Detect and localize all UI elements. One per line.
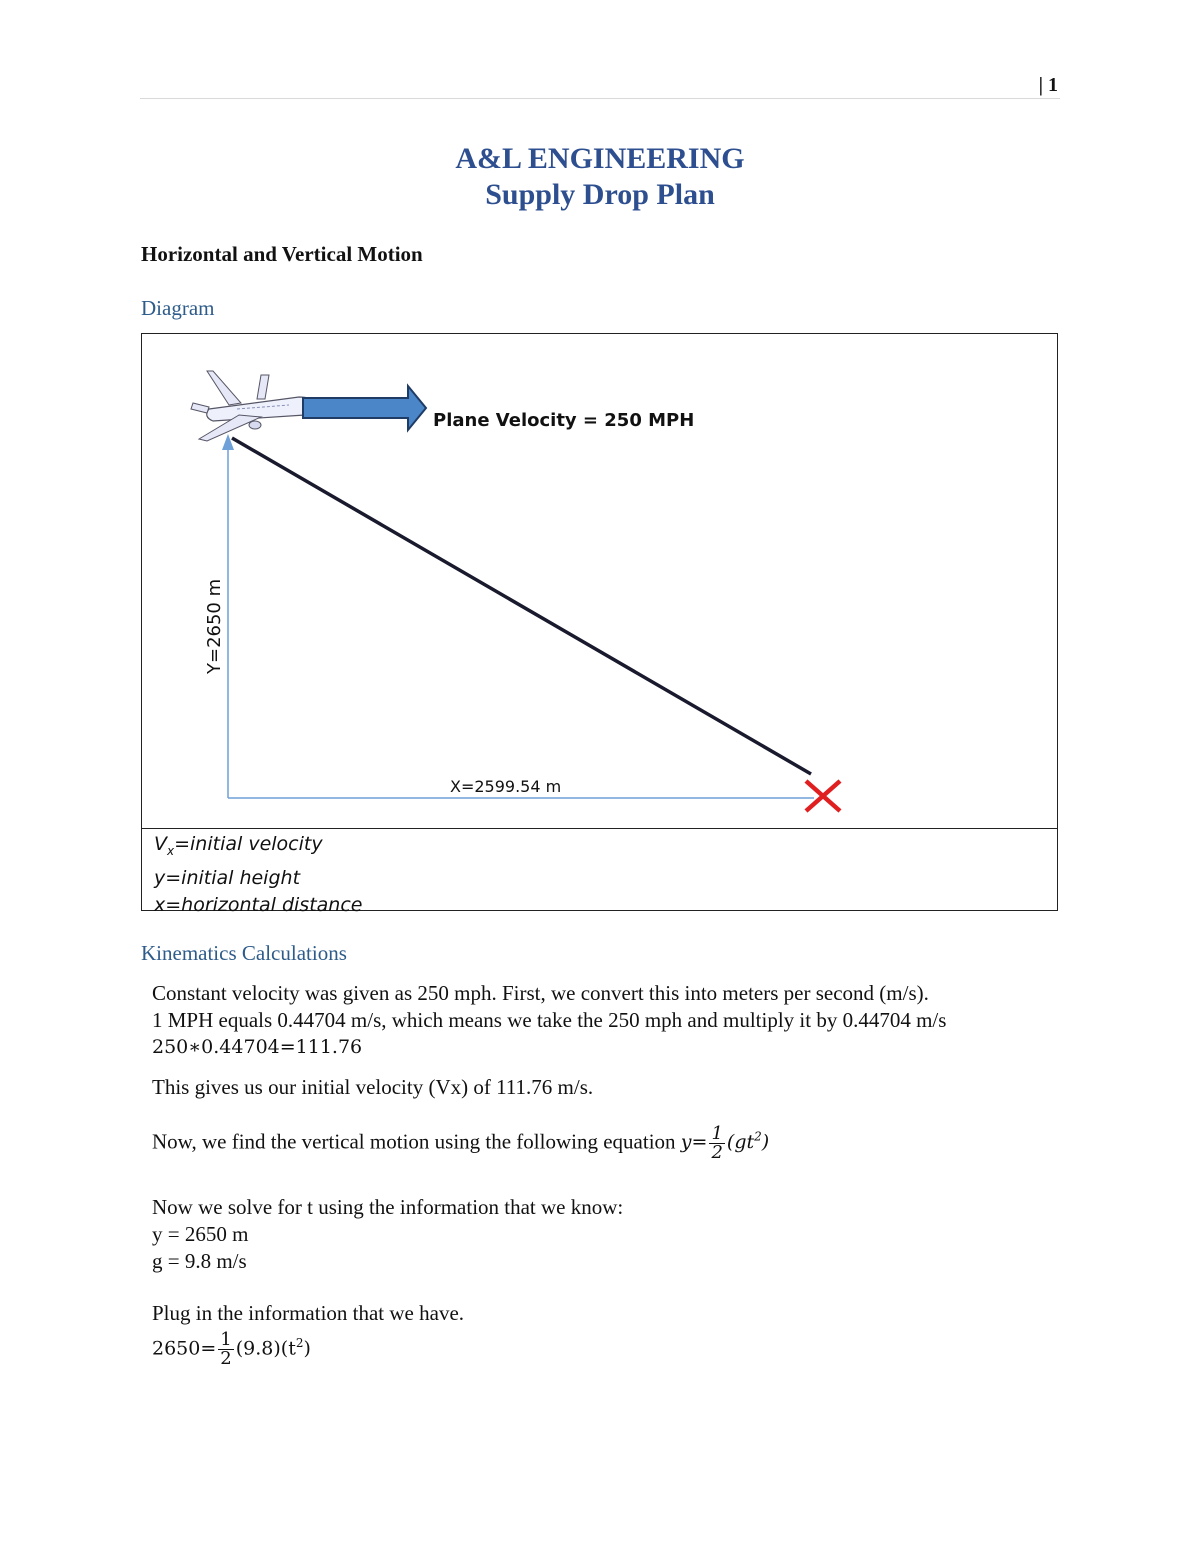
x-distance-label: X=2599.54 m — [450, 777, 562, 796]
velocity-label: Plane Velocity = 250 MPH — [433, 410, 695, 431]
target-x-icon — [806, 781, 840, 811]
eq2-rhs: (9.8)(t — [235, 1337, 296, 1360]
legend-vx-text: =initial velocity — [174, 833, 323, 855]
variable-legend — [142, 828, 1057, 916]
legend-vx-symbol: V — [154, 833, 167, 855]
eq1-exponent: 2 — [754, 1130, 762, 1144]
calc-line-2: 1 MPH equals 0.44704 m/s, which means we take the 250 mph and multiply it by 0.44704 m/s — [152, 1008, 947, 1032]
eq1-lhs: y= — [680, 1131, 708, 1154]
eq2-exponent: 2 — [295, 1336, 304, 1350]
eq1-numerator: 1 — [711, 1122, 723, 1144]
eq2-close: ) — [303, 1337, 311, 1360]
eq1-denominator: 2 — [711, 1141, 723, 1163]
legend-y: y=initial height — [154, 866, 301, 889]
equation-2 — [152, 1330, 311, 1368]
legend-vx — [154, 831, 1057, 865]
legend-vx-subscript: x — [167, 843, 175, 858]
calc-line-5 — [152, 1124, 769, 1162]
equation-1 — [680, 1122, 770, 1163]
document-title: A&L ENGINEERING — [455, 142, 745, 175]
document-subtitle: Supply Drop Plan — [485, 178, 715, 211]
eq2-fraction — [218, 1328, 233, 1369]
calc-line-8: g = 9.8 m/s — [152, 1249, 247, 1273]
eq2-lhs: 2650= — [152, 1337, 217, 1360]
calc-line-3: 250∗0.44704=111.76 — [152, 1036, 363, 1058]
y-distance-label: Y=2650 m — [204, 578, 225, 674]
calc-line-5-text: Now, we find the vertical motion using the following equation — [152, 1129, 676, 1154]
diagram-figure — [142, 334, 1057, 828]
eq2-denominator: 2 — [220, 1347, 232, 1369]
legend-x: x=horizontal distance — [154, 893, 363, 916]
section-heading: Horizontal and Vertical Motion — [141, 242, 423, 266]
calc-line-4: This gives us our initial velocity (Vx) of 111.76 m/s. — [152, 1075, 594, 1099]
calc-line-6: Now we solve for t using the information that we know: — [152, 1195, 624, 1219]
diagram-heading: Diagram — [141, 296, 215, 320]
eq2-numerator: 1 — [220, 1328, 232, 1350]
trajectory-line — [232, 438, 811, 774]
diagram-box — [141, 333, 1058, 916]
eq1-close: ) — [761, 1131, 770, 1154]
calc-line-9: Plug in the information that we have. — [152, 1301, 465, 1325]
calc-line-7: y = 2650 m — [152, 1222, 249, 1246]
calc-line-1: Constant velocity was given as 250 mph. First, we convert this into meters per second (m/s). — [152, 981, 929, 1005]
airplane-icon — [191, 371, 317, 441]
page-number: | 1 — [1038, 74, 1058, 96]
eq1-rhs: (gt — [726, 1131, 755, 1154]
velocity-arrow — [303, 386, 426, 430]
header-divider — [140, 98, 1060, 99]
calc-heading: Kinematics Calculations — [141, 941, 347, 965]
eq1-fraction — [709, 1122, 724, 1163]
y-axis-arrowhead — [222, 434, 234, 450]
